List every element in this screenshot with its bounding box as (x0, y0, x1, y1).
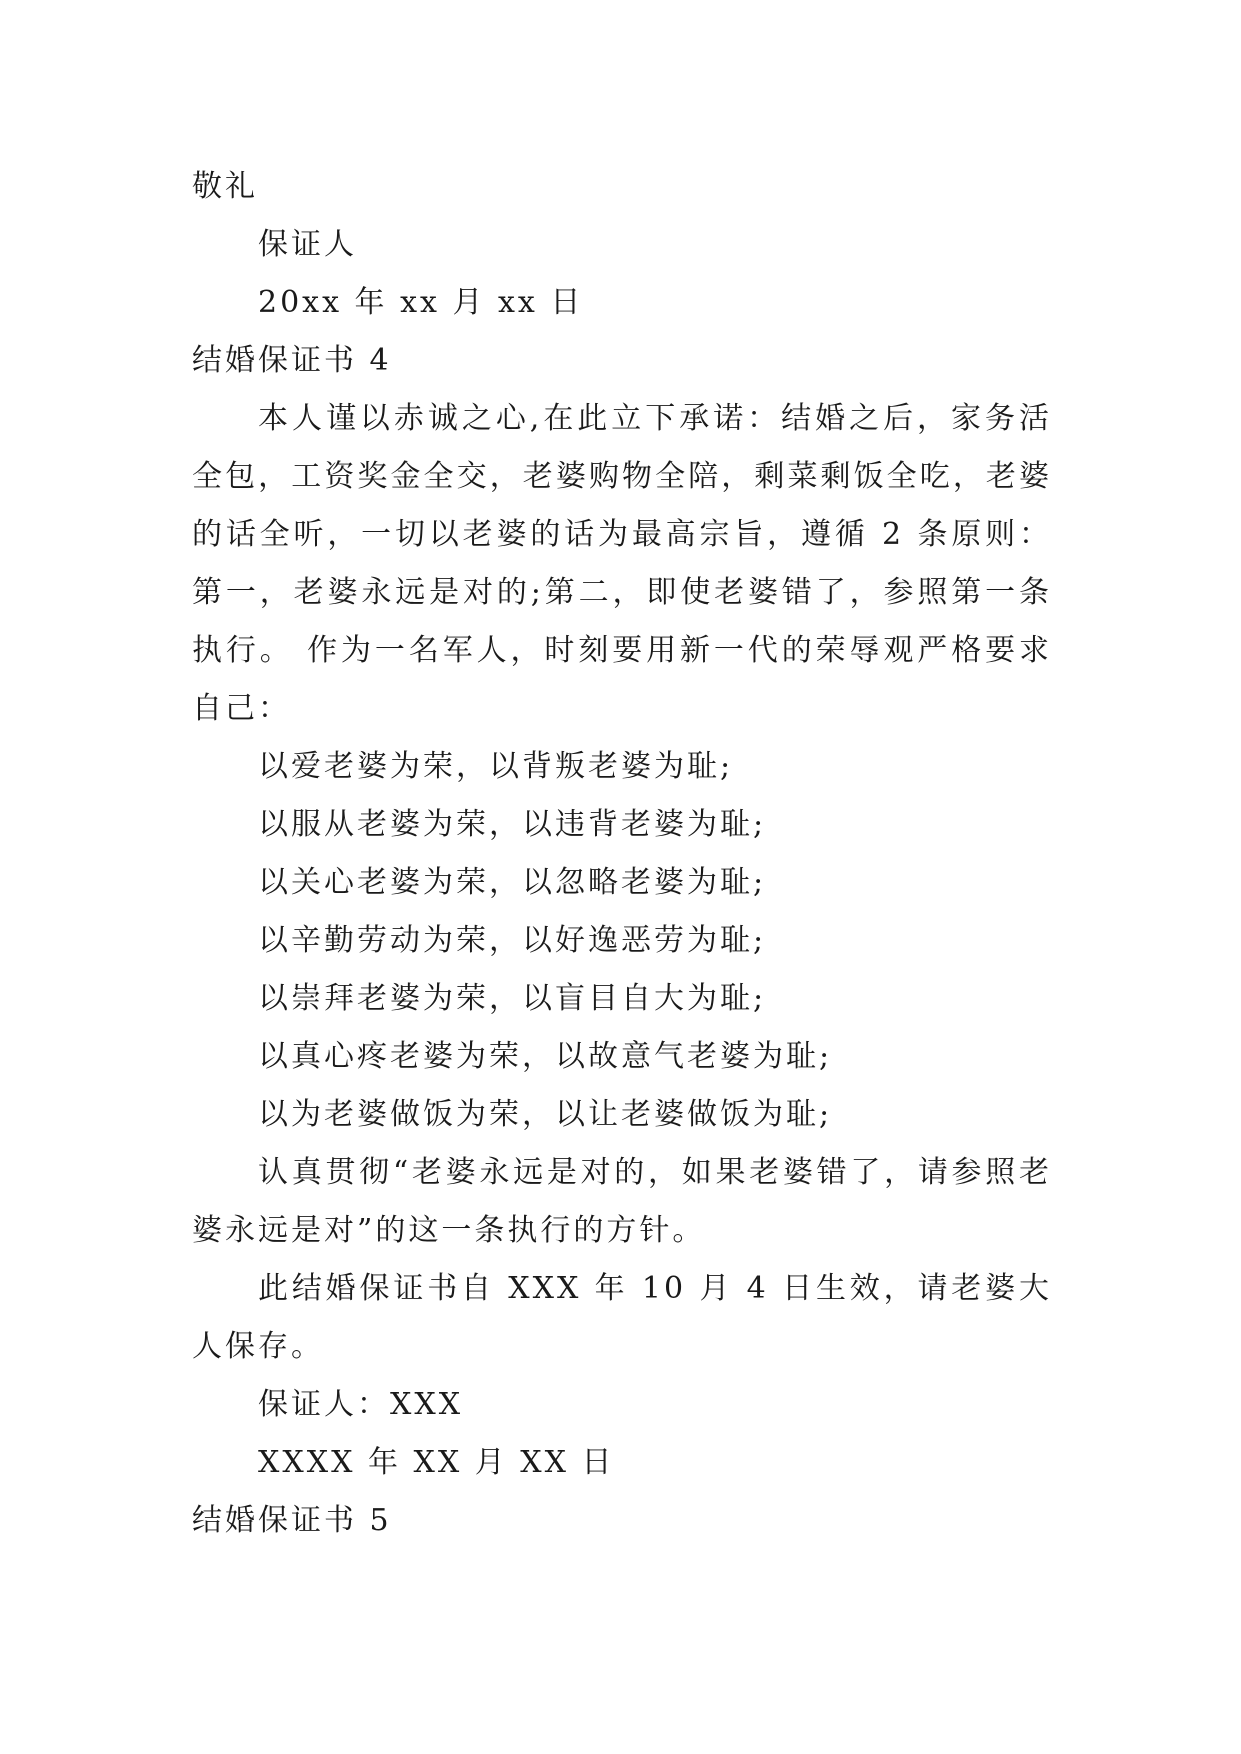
rule-item: 以辛勤劳动为荣，以好逸恶劳为耻; (258, 923, 767, 958)
section-heading-5: 结婚保证书 5 (192, 1503, 392, 1538)
signature-date: XXXX 年 XX 月 XX 日 (258, 1445, 615, 1480)
section-heading-4: 结婚保证书 4 (192, 343, 392, 378)
signer-label: 保证人 (258, 227, 357, 262)
rule-item: 以关心老婆为荣，以忽略老婆为耻; (258, 865, 767, 900)
effective-date-paragraph: 此结婚保证书自 XXX 年 10 月 4 日生效，请老婆大人保存。 (192, 1271, 1052, 1364)
rule-item: 以为老婆做饭为荣，以让老婆做饭为耻; (258, 1097, 833, 1132)
rule-item: 以真心疼老婆为荣，以故意气老婆为耻; (258, 1039, 833, 1074)
document-body (192, 158, 1052, 1550)
closing-salutation: 敬礼 (192, 169, 258, 204)
rule-item: 以爱老婆为荣，以背叛老婆为耻; (258, 749, 734, 784)
signer-label: 保证人：XXX (258, 1387, 464, 1422)
rule-item: 以崇拜老婆为荣，以盲目自大为耻; (258, 981, 767, 1016)
rule-item: 以服从老婆为荣，以违背老婆为耻; (258, 807, 767, 842)
signature-date: 20xx 年 xx 月 xx 日 (258, 285, 584, 320)
commitment-paragraph: 本人谨以赤诚之心,在此立下承诺：结婚之后，家务活全包，工资奖金全交，老婆购物全陪，剩菜剩饭全吃，老婆的话全听，一切以老婆的话为最高宗旨，遵循 2 条原则：第一，老婆永远是对的;第二，即使老婆错了，参照第一条执行。 作为一名军人，时刻要用新一代的荣辱观严格要求自己： (192, 401, 1052, 726)
policy-paragraph: 认真贯彻“老婆永远是对的，如果老婆错了，请参照老婆永远是对”的这一条执行的方针。 (192, 1155, 1052, 1248)
